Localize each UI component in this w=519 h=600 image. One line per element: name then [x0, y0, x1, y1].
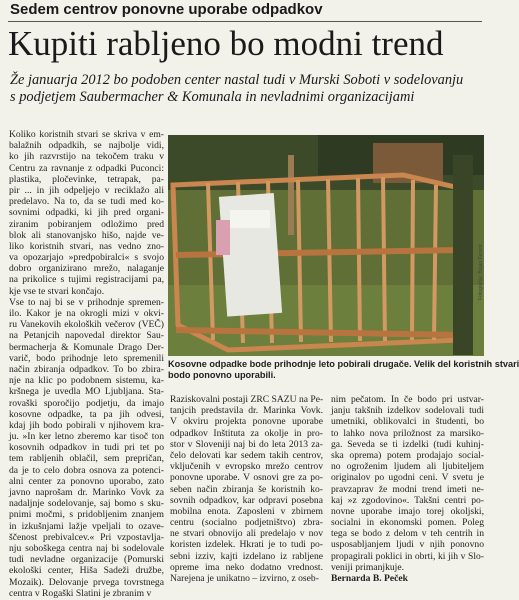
deck-line: s podjetjem Saubermacher & Komunala in nevladnimi organizacijami: [10, 89, 415, 105]
column-text-line: plastika, pločevinke, tetrapak, pa-: [9, 173, 164, 185]
column-text-line: ru Vanekovih ekoloških večerov (VEČ): [9, 319, 164, 331]
column-text-line: ko jih razvrstijo na tekočem traku v: [9, 151, 164, 163]
column-text-line: sebni izziv, kajti izdelano iz rabljene: [170, 550, 323, 562]
column-text-line: in izkušnjami lažje vpeljali to ozave-: [9, 520, 164, 532]
column-text-line: nju soboškega centra naj bi sodelovale: [9, 542, 164, 554]
article-deck: [10, 72, 482, 106]
article-kicker: Sedem centrov ponovne uporabe odpadkov: [10, 1, 323, 18]
column-text-line: originalov po ugodni ceni. V svetu je: [331, 472, 484, 484]
column-text-line: tem rabljenih oblačil, sem prepričan,: [9, 453, 164, 465]
column-text-line: socialni in ekonomski pomen. Poleg: [331, 517, 484, 529]
column-text-line: propagirali poklici in obrti, ki jih v Slo-: [331, 550, 484, 562]
column-text-line: sovnimi odpadki, ki jih pred organi-: [9, 207, 164, 219]
column-text-line: tanjcih predstavila dr. Marinka Vovk.: [170, 405, 323, 417]
article-column-1: [9, 129, 164, 599]
column-text-line: varič, bodo prihodnje leto spremenili: [9, 352, 164, 364]
column-text-line: ska oprema) potem prodajajo social-: [331, 449, 484, 461]
column-text-line: nje na klic po podobnem sistemu, ka-: [9, 375, 164, 387]
column-text-line: veniji primanjkuje.: [331, 561, 405, 573]
kicker-rule: [8, 21, 482, 22]
column-text-line: usposabljanjem ljudi v njih ponovno: [331, 539, 484, 551]
column-text-line: ekološki center, Hiša Sadeži družbe,: [9, 565, 164, 577]
column-text-line: kosovne odpadke, ta pa jih odvesi,: [9, 408, 164, 420]
column-text-line: predelavo. Na to, da se tudi med ko-: [9, 196, 164, 208]
column-text-line: javno naprošam dr. Marinko Vovk za: [9, 487, 164, 498]
column-text-line: Mozaik). Delovanje prvega tovrstnega: [9, 576, 164, 588]
byline: Bernarda B. Peček: [331, 573, 409, 584]
column-text-line: liko koristnih stvari, nas vedno zno-: [9, 240, 164, 252]
column-text-line: stor v Sloveniji naj bi do leta 2013 za-: [170, 438, 323, 450]
article-column-3: [331, 394, 484, 584]
column-text-line: ponovne uporabe. V osnovi gre za po-: [170, 472, 323, 484]
article-headline: Kupiti rabljeno bo modni trend: [8, 24, 444, 63]
crib-photo-illustration: [168, 135, 484, 356]
column-text-line: sovnih odpadkov, kar odpravi posebna: [170, 494, 323, 506]
column-text-line: V okviru projekta ponovne uporabe: [170, 416, 323, 428]
column-text-line: Centru za ravnanje z odpadki Puconci:: [9, 162, 164, 174]
column-text-line: tudi nevladne organizacije (Pomurski: [9, 554, 164, 566]
column-text-line: ilo. Kakor je na okrogli mizi v okvi-: [9, 308, 164, 319]
column-text-line: umetniki, oblikovalci in študenti, bo: [331, 416, 484, 428]
column-text-line: tega se bodo z delom v teh centrih in: [331, 528, 484, 540]
column-text-line: rovaški sporočijo podjetju, da imajo: [9, 397, 164, 409]
column-text-line: ga. Seveda se ti izdelki (tudi kuhinj-: [331, 438, 484, 450]
column-text-line: centra v Rogaški Slatini je zbranim v: [9, 587, 152, 599]
column-text-line: Raziskovalni postaji ZRC SAZU na Pe-: [170, 394, 324, 405]
column-text-line: novne uporabe imajo torej okoljski,: [331, 505, 484, 517]
column-text-line: način zbiranja odpadkov. To bo zbira-: [9, 363, 164, 375]
column-text-line: seben način zbiranja še koristnih ko-: [170, 483, 323, 495]
column-text-line: Narejena je unikatno – izvirno, z oseb-: [170, 573, 319, 584]
column-text-line: to lahko nova priložnost za marsiko-: [331, 427, 484, 439]
column-text-line: pnimi močmi, s pridobljenim znanjem: [9, 509, 164, 521]
column-text-line: bermacherja & Komunale Drago Der-: [9, 341, 164, 353]
column-text-line: no ogroženim ljudem ali ljubiteljem: [331, 461, 484, 473]
column-text-line: čelo delovati kar sedem takih centrov,: [170, 449, 323, 461]
column-text-line: da je to celo dobra osnova za potenci-: [9, 464, 164, 476]
caption-line: Kosovne odpadke bode prihodnje leto pobirali drugače. Velik del koristnih stvari: [168, 359, 519, 369]
column-text-line: ju. »In ker letno zberemo kar tisoč ton: [9, 431, 164, 443]
column-text-line: blok ali stanovanjsko hišo, najde ve-: [9, 229, 164, 241]
column-text-line: Koliko koristnih stvari se skriva v em-: [9, 129, 164, 140]
caption-line: bodo ponovno uporabili.: [168, 370, 276, 380]
deck-line: Že januarja 2012 bo podoben center nastal tudi v Murski Soboti v sodelovanju: [10, 72, 464, 88]
column-text-line: odpadkov Inštituta za okolje in pro-: [170, 427, 323, 439]
column-text-line: kaj »z zgodovino«. Takšni centri po-: [331, 494, 484, 506]
column-text-line: nim pečatom. In če bodo pri ustvar-: [331, 394, 484, 405]
column-text-line: kosovnih odpadkov in tudi pri tet po: [9, 442, 164, 454]
photo-caption: [168, 359, 519, 381]
column-text-line: mobilna enota. Zaposleni v zbirnem: [170, 505, 323, 517]
column-text-line: pravzaprav že modni trend imeti ne-: [331, 483, 484, 495]
column-text-line: kdaj jih bodo pobirali v njihovem kra-: [9, 419, 164, 431]
column-text-line: ziranim pobiranjem odložimo pred: [9, 218, 164, 230]
column-text-line: alni center za ponovno uporabo, zato: [9, 475, 164, 487]
column-text-line: vključenih v evropsko mrežo centrov: [170, 461, 323, 473]
column-text-line: kje vse te stvari končajo.: [9, 285, 105, 297]
column-text-line: centru (socialno podjetništvo) zbra-: [170, 517, 323, 529]
column-text-line: balažnih odpadkih, se najbolje vidi,: [9, 140, 164, 152]
column-text-line: ščenost prebivalcev.« Pri vzpostavlja-: [9, 531, 164, 543]
column-text-line: pir ... in jih odpeljejo v reciklažo ali: [9, 184, 164, 196]
column-text-line: dobro organizirano mrežo, nalaganje: [9, 263, 164, 275]
column-text-line: va opozarjajo »predpobiralci« s svojo: [9, 252, 164, 264]
column-text-line: ne stvari obnovijo ali predelajo v nov: [170, 528, 323, 540]
article-column-2: [170, 394, 323, 584]
column-text-line: kršnega je uvedla MO Ljubljana. Sta-: [9, 386, 164, 398]
column-text-line: Vse to naj bi se v prihodnje spremen-: [9, 296, 164, 308]
column-text-line: opreme ima neko dodatno vrednost.: [170, 561, 323, 573]
column-text-line: nadaljnje sodelovanje, saj bomo s sku-: [9, 498, 164, 510]
column-text-line: na Petanjcih napovedal direktor Sau-: [9, 330, 164, 342]
column-text-line: janju takšnih izdelkov sodelovali tudi: [331, 405, 484, 417]
column-text-line: koristen izdelek. Hkrati je to tudi po-: [170, 539, 323, 551]
article-photo-crib: [168, 135, 484, 356]
column-text-line: na prikolice s tujimi registracijami pa,: [9, 274, 164, 286]
photo-credit: Fotografija: Bojan Ferenc: [478, 243, 484, 300]
